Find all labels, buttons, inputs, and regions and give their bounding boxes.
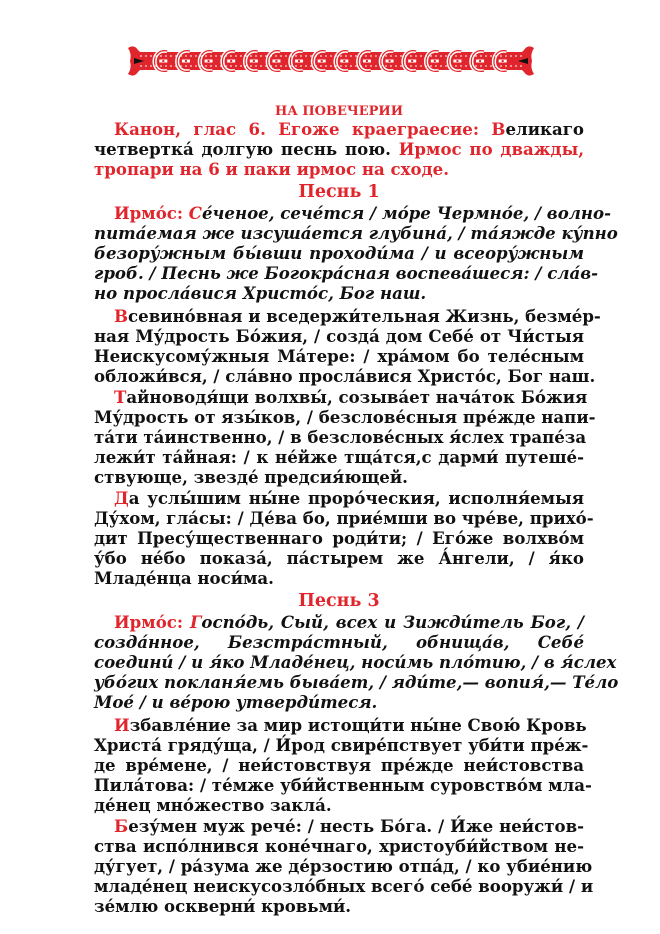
troparion-initial: Д — [114, 488, 129, 508]
troparion-line: лежи́т та́йная: / к не́йже тща́тся,с дарми́ путеше́- — [94, 447, 584, 467]
troparion-line: Христа́ гряду́ща, / И́род свире́пствует уби́ти пре́ж- — [94, 735, 589, 755]
ode-1-irmos-line: но просла́вися Христо́с, Бог наш. — [94, 283, 427, 303]
troparion-initial: Т — [114, 387, 127, 407]
canon-title: Канон, глас 6. Егоже краеграесие: — [114, 119, 492, 139]
acrostic-text: еликаго — [505, 119, 584, 139]
ode-3-irmos-line: Мое́ / и ве́рою утверди́теся. — [94, 692, 378, 712]
troparion-line — [94, 714, 587, 736]
troparion-initial: И — [114, 715, 130, 735]
service-heading: НА ПОВЕЧЕРИИ — [274, 104, 403, 119]
ode-1-irmos-line: безору́жным бы́вши проходи́ма / и всеору́жным — [94, 243, 584, 263]
troparion-initial: В — [114, 306, 129, 326]
intro-line-2 — [94, 138, 584, 160]
troparion-line — [94, 305, 601, 327]
ode-1-irmos-line: пита́емая же изсуша́ется глубина́, / та́яжде ку́пно — [94, 223, 618, 243]
troparion-line: Неискусому́жныя Ма́тере: / хра́мом бо теле́сным — [94, 346, 584, 366]
troparion-line: дит Пресу́щественнаго роди́ти; / Его́же волхво́м — [94, 528, 584, 548]
irmos-label: Ирмо́с: — [114, 612, 190, 632]
irmos-initial: Г — [189, 612, 202, 632]
troparion-line: ствующе, звезде́ предсия́ющей. — [94, 467, 408, 487]
troparion-line: у́бо не́бо показа́, па́стырем же А́нгели, / я́ко — [94, 548, 584, 568]
acrostic-text-cont: четвертка́ долгую песнь пою. — [94, 139, 399, 159]
irmos-text: оспо́дь, Сый, всех и Зижди́тель Бог, / — [201, 612, 584, 632]
troparion-line — [94, 487, 584, 509]
troparion-initial: Б — [114, 816, 129, 836]
troparion-line: ду́гует, / ра́зума же де́рзостию отпа́д, / ко убие́нию — [94, 856, 593, 876]
troparion-line: обложи́вся, / сла́вно просла́вися Христо́с, Бог наш. — [94, 366, 596, 386]
troparion-text: айноводя́щи волхвы́, созыва́ет нача́ток Бо́жия — [126, 387, 588, 407]
troparion-line: де́нец мно́жество закла́. — [94, 795, 332, 815]
intro-line-1 — [94, 118, 584, 140]
troparion-line: Младе́нца носи́ма. — [94, 568, 274, 588]
rubric-irmos: Ирмос по дважды, — [398, 139, 584, 159]
irmos-text: е́ченое, сече́тся / мо́ре Чермно́е, / волно- — [202, 203, 611, 223]
troparion-text: збавле́ние за мир истощи́ти ны́не Свою́ Кровь — [129, 715, 587, 735]
troparion-text: а услы́шим ны́не проро́ческия, исполня́емыя — [128, 488, 584, 508]
ode-3-irmos-line: соедини́ / и я́ко Младе́нец, носи́мь пло́тию, / в я́слех — [94, 652, 617, 672]
troparion-text: севино́вная и вседержи́тельная Жизнь, безме́р- — [128, 306, 601, 326]
troparion-line: де вре́мене, / неи́стовствуя пре́жде неи́стовства — [94, 755, 584, 775]
irmos-initial: С — [188, 203, 202, 223]
ode-3-title: Песнь 3 — [298, 591, 380, 611]
troparion-line: зе́млю оскверни́ кровьми́. — [94, 896, 352, 916]
ode-3-irmos-line: созда́нное, Безстра́стный, обнища́в, Себе́ — [94, 632, 584, 652]
troparion-line: Му́дрость от язы́ков, / безслове́сныя пре́жде напи- — [94, 407, 596, 427]
ode-3-irmos-line: убо́гих покланя́емь быва́ет, / яди́те,— вопия́,— Те́ло — [94, 672, 619, 692]
troparion-line: младе́нец неискусозло́бных всего́ себе́ вооружи́ / и — [94, 876, 594, 896]
ode-1-irmos-line: гроб. / Песнь же Богокра́сная воспева́шеся: / сла́в- — [94, 263, 599, 283]
irmos-label: Ирмо́с: — [114, 203, 189, 223]
troparion-line: ства испо́лнився коне́чнаго, христоуби́йством не- — [94, 836, 584, 856]
troparion-line — [94, 386, 588, 408]
ode-1-title: Песнь 1 — [298, 182, 380, 202]
troparion-line: Пила́това: / те́мже уби́йственным суровство́м мла- — [94, 775, 592, 795]
ode-1-irmos-line — [94, 202, 611, 224]
decorative-chain-border-icon — [126, 44, 536, 78]
troparion-text: езу́мен муж рече́: / несть Бо́га. / И́же неи́стов- — [128, 816, 584, 836]
troparion-line: та́ти та́инственно, / в безслове́сных я́слех трапе́за — [94, 427, 587, 447]
troparion-line: ная Му́дрость Бо́жия, / созда́ дом Себе́ от Чи́стыя — [94, 326, 584, 346]
troparion-line: Ду́хом, гла́сы: / Де́ва бо, прие́мши во чре́ве, прихо́- — [94, 508, 594, 528]
ode-3-irmos-line — [94, 611, 584, 633]
troparion-line — [94, 815, 584, 837]
intro-line-3: тропари на 6 и паки ирмос на сходе. — [94, 159, 449, 179]
acrostic-initial: В — [491, 119, 506, 139]
